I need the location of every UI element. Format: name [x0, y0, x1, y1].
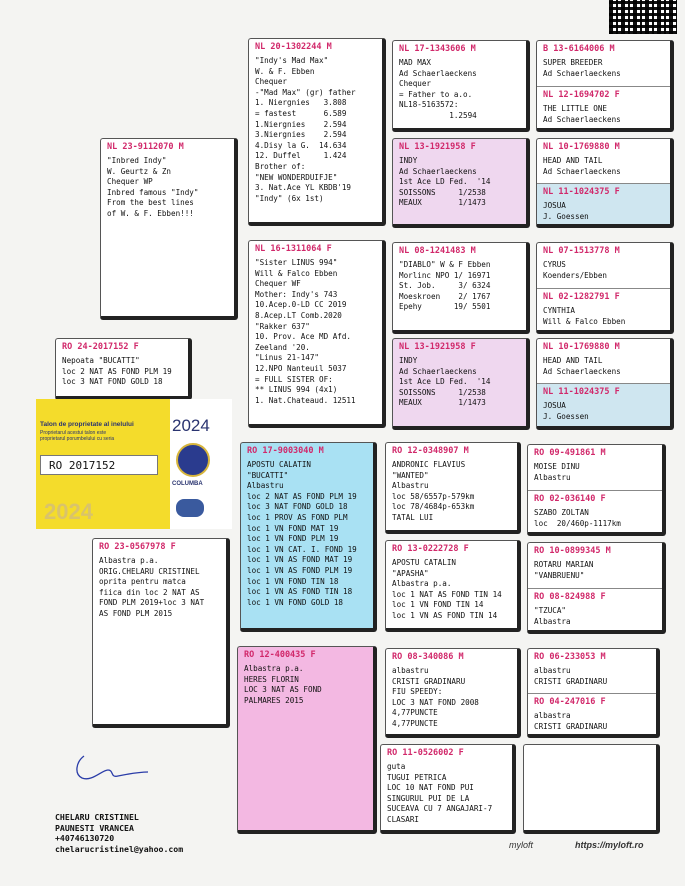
card-text: "DIABLO" W & F Ebben Morlinc NPO 1/ 16971 St. Job. 3/ 6324 Moeskroen 2/ 1767 Epehy 19/ 5501 — [399, 260, 491, 312]
ring-number: RO 06-233053 M — [534, 652, 606, 662]
pedigree-card-c11 — [392, 338, 530, 430]
ring-ownership-stamp — [36, 399, 232, 529]
card-text: SZABO ZOLTAN loc 20/460p-1117km — [534, 508, 621, 528]
pedigree-card-c17 — [385, 540, 521, 632]
card-text: HEAD AND TAIL Ad Schaerlaeckens — [543, 156, 621, 176]
ring-number: NL 23-9112070 M — [107, 142, 184, 152]
ring-number: NL 10-1769880 M — [543, 142, 620, 152]
ring-number: RO 02-036140 F — [534, 494, 606, 504]
ring-number: NL 11-1024375 F — [543, 187, 620, 197]
pedigree-card-c8 — [392, 242, 530, 334]
card-text: "Sister LINUS 994" Will & Falco Ebben Chequer WF Mother: Indy's 743 10.Acep.0-LD CC 2019 8.Acep.LT Comb.2020 "Rakker 637" 10. Prov. Ace MD Afd. Zeeland '20. "Linus 21-147" 12.NPO Nanteuil 5037 = FULL SISTER OF: ** LINUS 994 (4x1) 1. Nat.Chateaud. 12511 — [255, 258, 356, 405]
stamp-title: Talon de proprietate al inelului — [40, 421, 134, 428]
card-text: JOSUA J. Goessen — [543, 201, 589, 221]
card-text: Nepoata "BUCATTI" loc 2 NAT AS FOND PLM 19 loc 3 NAT FOND GOLD 18 — [62, 356, 172, 387]
federation-logo-icon — [176, 499, 204, 517]
ring-number: RO 12-400435 F — [244, 650, 316, 660]
ring-number: NL 07-1513778 M — [543, 246, 620, 256]
owner-email: chelarucristinel@yahoo.com — [55, 843, 184, 854]
myloft-link[interactable]: https://myloft.ro — [575, 840, 644, 850]
pedigree-card-c5 — [392, 138, 530, 228]
card-text: "TZUCA" Albastra — [534, 606, 571, 626]
columba-emblem-icon — [176, 443, 210, 477]
ring-number: RO 12-0348907 M — [392, 446, 469, 456]
pedigree-card-c22 — [380, 744, 516, 834]
ring-number: NL 20-1302244 M — [255, 42, 332, 52]
card-text: MOISE DINU Albastru — [534, 462, 580, 482]
owner-contact — [55, 812, 183, 854]
stamp-subtitle: Proprietarul acestui talon este proprietarul porumbelului cu seria — [40, 430, 115, 442]
ring-number: NL 13-1921958 F — [399, 142, 476, 152]
card-text: HEAD AND TAIL Ad Schaerlaeckens — [543, 356, 621, 376]
ring-number: NL 08-1241483 M — [399, 246, 476, 256]
pedigree-card-c21 — [527, 648, 660, 738]
card-text: JOSUA J. Goessen — [543, 401, 589, 421]
pedigree-card-c4 — [100, 138, 238, 320]
card-text: THE LITTLE ONE Ad Schaerlaeckens — [543, 104, 621, 124]
ring-number: NL 02-1282791 F — [543, 292, 620, 302]
qr-code-icon — [609, 0, 677, 34]
card-text: CYRUS Koenders/Ebben — [543, 260, 608, 280]
pedigree-card-c3 — [536, 40, 674, 132]
ring-number: RO 09-491861 M — [534, 448, 606, 458]
pedigree-card-c1 — [248, 38, 386, 226]
card-text: APOSTU CATALIN "APASHA" Albastra p.a. loc 1 NAT AS FOND TIN 14 loc 1 VN FOND TIN 14 loc 1 VN AS FOND TIN 14 — [392, 558, 502, 620]
card-text: INDY Ad Schaerlaeckens 1st Ace LD Fed. '14 SOISSONS 1/2538 MEAUX 1/1473 — [399, 356, 491, 408]
pedigree-card-c13 — [240, 442, 377, 632]
pedigree-card-c14 — [385, 442, 521, 534]
pedigree-card-c6 — [536, 138, 674, 228]
ring-number: RO 17-9003040 M — [247, 446, 324, 456]
card-text — [524, 748, 656, 752]
ring-number: NL 10-1769880 M — [543, 342, 620, 352]
pedigree-card-c15 — [527, 444, 666, 536]
ring-number: NL 12-1694702 F — [543, 90, 620, 100]
pedigree-card-c16 — [92, 538, 230, 728]
card-text: APOSTU CALATIN "BUCATTI" Albastru loc 2 NAT AS FOND PLM 19 loc 3 NAT FOND GOLD 18 loc 1 PROV AS FOND PLM loc 1 VN FOND MAT 19 loc 1 VN FOND PLM 19 loc 1 VN CAT. I. FOND 19 loc 1 VN AS FOND MAT 19 loc 1 VN AS FOND PLM 19 loc 1 VN FOND TIN 18 loc 1 VN AS FOND TIN 18 loc 1 VN FOND GOLD 18 — [247, 460, 357, 607]
card-text: Albastra p.a. HERES FLORIN LOC 3 NAT AS FOND PALMARES 2015 — [244, 664, 322, 705]
ring-number: NL 11-1024375 F — [543, 387, 620, 397]
stamp-year-bottom: 2024 — [44, 499, 93, 524]
owner-name: CHELARU CRISTINEL — [55, 812, 139, 822]
card-text: ANDRONIC FLAVIUS "WANTED" Albastru loc 58/6557p-579km loc 78/4684p-653km TATAL LUI — [392, 460, 475, 522]
ring-number: B 13-6164006 M — [543, 44, 615, 54]
pedigree-card-c12 — [536, 338, 674, 430]
pedigree-card-c2 — [392, 40, 530, 132]
card-text: albastra CRISTI GRADINARU — [534, 711, 608, 731]
ring-number: RO 11-0526002 F — [387, 748, 464, 758]
ring-number: NL 16-1311064 F — [255, 244, 332, 254]
owner-phone: +40746130720 — [55, 833, 115, 843]
ring-number: RO 04-247016 F — [534, 697, 606, 707]
ring-number: RO 10-0899345 M — [534, 546, 611, 556]
pedigree-card-c9 — [536, 242, 674, 334]
myloft-logo: myloft — [509, 840, 534, 850]
pedigree-card-c10 — [55, 338, 192, 400]
card-text: MAD MAX Ad Schaerlaeckens Chequer = Father to a.o. NL18-5163572: 1.2594 — [399, 58, 477, 120]
signature-icon — [72, 748, 152, 788]
card-text: ROTARU MARIAN "VANBRUENU" — [534, 560, 594, 580]
card-text: Albastra p.a. ORIG.CHELARU CRISTINEL oprita pentru matca fiica din loc 2 NAT AS FOND PLM 2019+loc 3 NAT AS FOND PLM 2015 — [99, 556, 205, 618]
card-text: "Inbred Indy" W. Geurtz & Zn Chequer WP Inbred famous "Indy" From the best lines of W. & F. Ebben!!! — [107, 156, 199, 218]
card-text: guta TUGUI PETRICA LOC 10 NAT FOND PUI SINGURUL PUI DE LA SUCEAVA CU 7 ANGAJARI-7 CLASARI — [387, 762, 493, 824]
pedigree-card-c7 — [248, 240, 386, 428]
ring-number: RO 13-0222728 F — [392, 544, 469, 554]
ring-number: RO 08-340086 M — [392, 652, 464, 662]
pedigree-card-c18 — [527, 542, 666, 634]
pedigree-card-c19 — [237, 646, 377, 834]
card-text: albastru CRISTI GRADINARU — [534, 666, 608, 686]
ring-number: NL 13-1921958 F — [399, 342, 476, 352]
pedigree-card-c20 — [385, 648, 521, 738]
ring-number: NL 17-1343606 M — [399, 44, 476, 54]
owner-city: PAUNESTI VRANCEA — [55, 822, 134, 833]
stamp-year-top: 2024 — [172, 416, 210, 435]
card-text: albastru CRISTI GRADINARU FIU SPEEDY: LOC 3 NAT FOND 2008 4,77PUNCTE 4,77PUNCTE — [392, 666, 479, 728]
card-text: SUPER BREEDER Ad Schaerlaeckens — [543, 58, 621, 78]
pedigree-card-c23 — [523, 744, 660, 834]
card-text: INDY Ad Schaerlaeckens 1st Ace LD Fed. '14 SOISSONS 1/2538 MEAUX 1/1473 — [399, 156, 491, 208]
ring-number: RO 24-2017152 F — [62, 342, 139, 352]
card-text: CYNTHIA Will & Falco Ebben — [543, 306, 626, 326]
card-text: "Indy's Mad Max" W. & F. Ebben Chequer -"Mad Max" (gr) father 1. Niergnies 3.808 = fastest 6.589 1.Niergnies 2.594 3.Niergnies 2.594 4.Disy la G. 14.634 12. Duffel 1.424 Brother of: "NEW WONDERDUIFJE" 3. Nat.Ace YL KBDB'19 "Indy" (6x 1st) — [255, 56, 356, 203]
stamp-brand: COLUMBA — [172, 481, 203, 487]
ring-number: RO 23-0567978 F — [99, 542, 176, 552]
stamp-ring-number: RO 2017152 — [40, 455, 158, 475]
ring-number: RO 08-824988 F — [534, 592, 606, 602]
